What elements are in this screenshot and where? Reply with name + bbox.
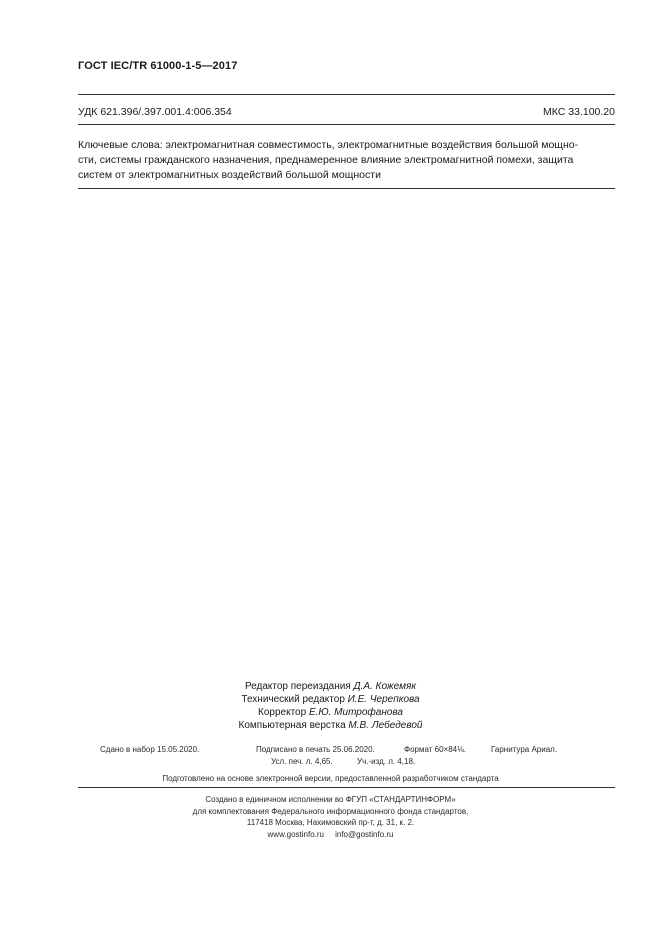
footer-address: 117418 Москва, Нахимовский пр-т, д. 31, к. 2. <box>246 818 415 827</box>
keywords-line: систем от электромагнитных воздействий большой мощности <box>78 169 381 181</box>
submitted-date: Сдано в набор 15.05.2020. <box>100 745 200 754</box>
keywords-line: сти, системы гражданского назначения, преднамеренное влияние электромагнитной помехи, защита <box>78 154 574 166</box>
corrector-name: Е.Ю. Митрофанова <box>308 707 403 718</box>
tech-editor-label: Технический редактор <box>241 694 348 705</box>
footer-line-2: для комплектования Федерального информационного фонда стандартов, <box>192 806 469 816</box>
credits-block <box>0 680 661 732</box>
editor-label: Редактор переиздания <box>244 681 354 692</box>
typeface: Гарнитура Ариал. <box>491 745 558 754</box>
top-divider <box>78 94 615 95</box>
paper-format: Формат 60×84⅛. <box>404 745 467 754</box>
standard-code: ГОСТ IEC/TR 61000-1-5—2017 <box>78 60 238 72</box>
footer-divider <box>78 787 615 788</box>
classification-divider <box>78 124 615 125</box>
website-link[interactable]: www.gostinfo.ru <box>267 829 324 839</box>
keywords-block <box>78 138 616 183</box>
editor-credit <box>0 680 661 693</box>
editor-name: Д.А. Кожемяк <box>353 681 417 692</box>
corrector-label: Корректор <box>258 707 309 718</box>
mks-code: МКС 33.100.20 <box>543 106 615 118</box>
tech-editor-name: И.Е. Черепкова <box>347 694 420 705</box>
publisher-footer <box>0 794 661 840</box>
udc-code: УДК 621.396/.397.001.4:006.354 <box>78 106 232 118</box>
prepared-note: Подготовлено на основе электронной версии, предоставленной разработчиком стандарта <box>162 774 499 783</box>
corrector-credit <box>0 706 661 719</box>
keywords-divider <box>78 188 615 189</box>
signed-date: Подписано в печать 25.06.2020. <box>256 745 375 754</box>
publisher-sheets: Уч.-изд. л. 4,18. <box>357 757 416 766</box>
email-link[interactable]: info@gostinfo.ru <box>335 829 394 839</box>
footer-contacts <box>0 829 661 841</box>
layout-name: М.В. Лебедевой <box>348 720 423 731</box>
printed-sheets: Усл. печ. л. 4,65. <box>271 757 333 766</box>
footer-line-1: Создано в единичном исполнении во ФГУП «СТАНДАРТИНФОРМ» <box>205 795 456 804</box>
tech-editor-credit <box>0 693 661 706</box>
keywords-line: Ключевые слова: электромагнитная совместимость, электромагнитные воздействия большой мощно- <box>78 139 579 151</box>
layout-label: Компьютерная верстка <box>238 720 349 731</box>
layout-credit <box>0 719 661 732</box>
